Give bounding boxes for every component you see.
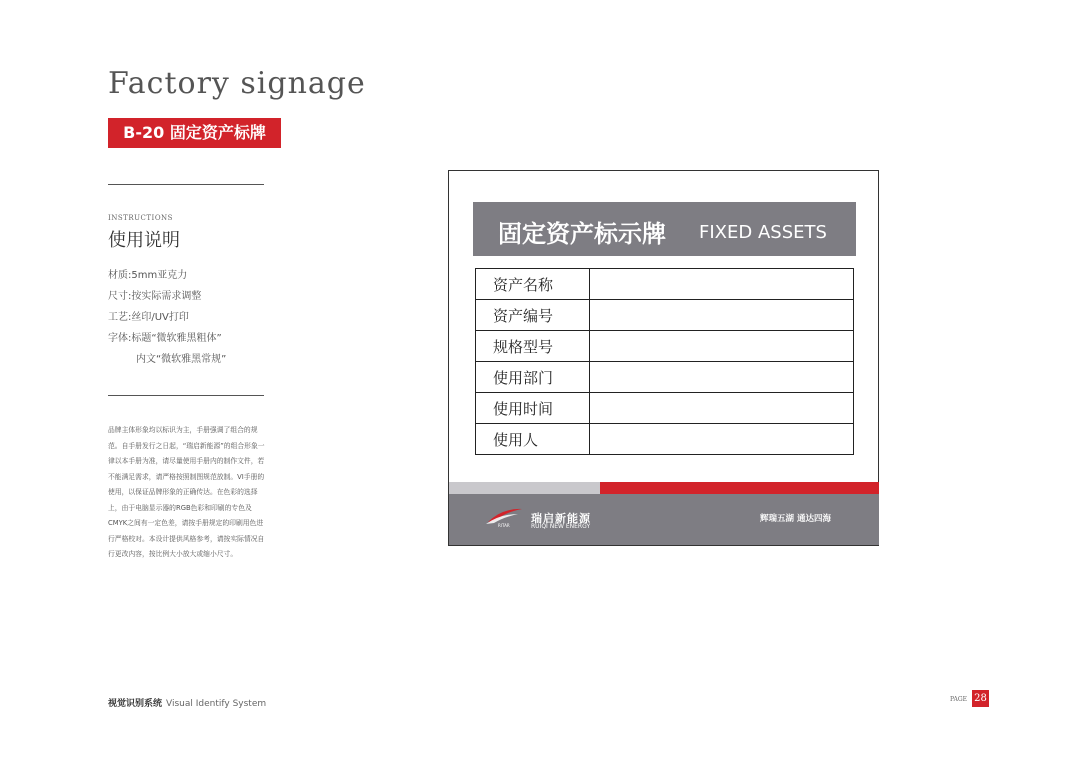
table-row <box>476 393 854 424</box>
row-label: 使用时间 <box>476 393 590 424</box>
sign-band-red <box>600 482 879 494</box>
page-label: PAGE <box>950 696 967 703</box>
table-row <box>476 362 854 393</box>
spec-font-body: 内文“微软雅黑常规” <box>136 354 227 365</box>
row-label: 资产编号 <box>476 300 590 331</box>
brand-name-en: RUIQI NEW ENERGY <box>531 523 591 530</box>
spec-font-title: 字体:标题“微软雅黑粗体” <box>108 333 222 344</box>
divider-middle <box>108 395 264 396</box>
row-label: 使用部门 <box>476 362 590 393</box>
row-value <box>590 331 854 362</box>
row-label: 使用人 <box>476 424 590 455</box>
row-value <box>590 362 854 393</box>
spec-list <box>108 265 226 370</box>
section-badge: B-20 固定资产标牌 <box>108 118 281 148</box>
instructions-title: 使用说明 <box>108 230 180 251</box>
sign-title-en: FIXED ASSETS <box>699 222 827 243</box>
row-label: 规格型号 <box>476 331 590 362</box>
footer-system <box>108 696 266 709</box>
brand-logo-icon <box>484 506 524 528</box>
asset-table <box>475 268 854 455</box>
brand-name-cn: 瑞启新能源 <box>531 512 591 525</box>
table-row <box>476 424 854 455</box>
table-row <box>476 331 854 362</box>
spec-size: 尺寸:按实际需求调整 <box>108 291 202 302</box>
row-value <box>590 269 854 300</box>
row-value <box>590 424 854 455</box>
sign-title-cn: 固定资产标示牌 <box>498 220 666 248</box>
row-value <box>590 393 854 424</box>
spec-process: 工艺:丝印/UV打印 <box>108 312 189 323</box>
divider-top <box>108 184 264 185</box>
brand-slogan: 辉瑞五湖 通达四海 <box>760 514 831 524</box>
page-title: Factory signage <box>108 66 366 101</box>
spec-material: 材质:5mm亚克力 <box>108 270 188 281</box>
usage-paragraph: 品牌主体形象均以标识为主，手册强调了组合的规范。自手册发行之日起，“瑞启新能源”的组合形象一律以本手册为准，请尽量使用手册内的制作文件，若不能满足需求，请严格按照制图规范放制。VI手册的使用，以保证品牌形象的正确传达。在色彩的选择上，由于电脑显示器的RGB色彩和印刷的专色及CMYK之间有一定色差，请按手册规定的印刷用色进行严格校对。本设计提供风格参考，请按实际情况自行更改内容，按比例大小放大或缩小尺寸。 <box>108 426 265 558</box>
table-row <box>476 300 854 331</box>
row-label: 资产名称 <box>476 269 590 300</box>
sign-header <box>473 202 856 256</box>
page-number: 28 <box>972 690 989 707</box>
footer-system-en: Visual Identify System <box>166 699 267 709</box>
row-value <box>590 300 854 331</box>
instructions-label: INSTRUCTIONS <box>108 214 173 222</box>
footer-system-cn: 视觉识别系统 <box>108 699 163 709</box>
sign-band-light <box>449 482 600 494</box>
table-row <box>476 269 854 300</box>
logo-text: RITAR <box>498 523 510 528</box>
